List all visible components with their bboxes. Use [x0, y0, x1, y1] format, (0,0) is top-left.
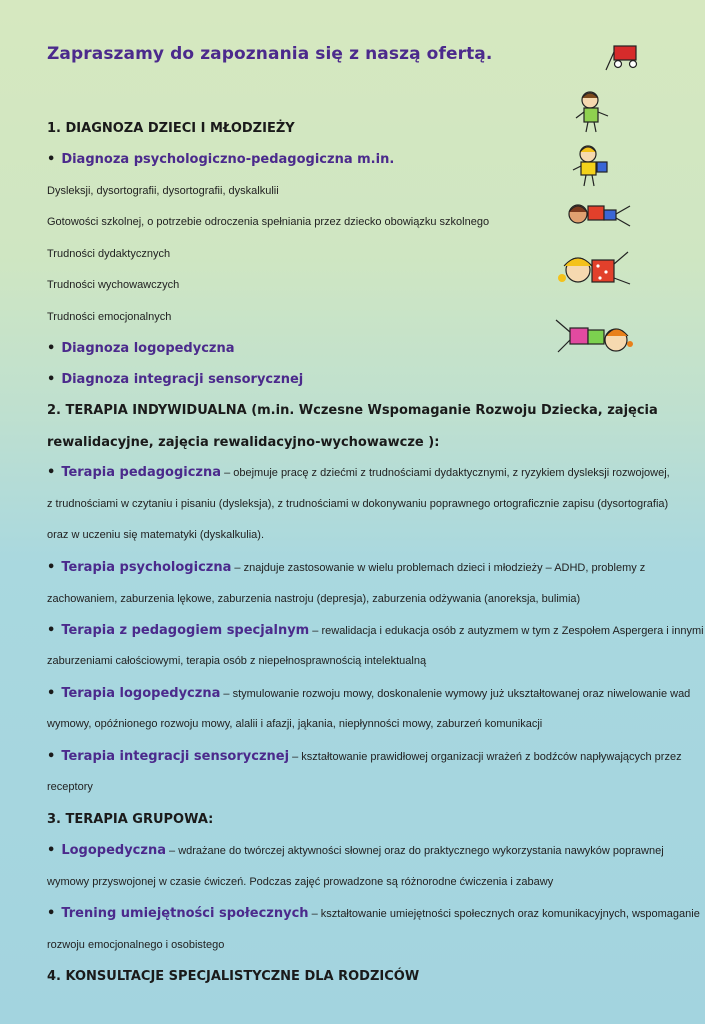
bullet-dot: • — [47, 465, 56, 480]
bullet-terapia-ped — [47, 465, 670, 480]
cartoon-children-illustration — [548, 38, 648, 368]
bullet-title: Diagnoza integracji sensorycznej — [61, 372, 304, 387]
page-title: Zapraszamy do zapoznania się z naszą ofertą. — [47, 44, 493, 64]
bullet-dot: • — [47, 341, 56, 356]
bullet-title: Terapia z pedagogiem specjalnym — [61, 623, 310, 638]
bullet-dot: • — [47, 560, 56, 575]
list-item: Dysleksji, dysortografii, dysortografii, dyskalkulii — [47, 185, 279, 197]
bullet-terapia-si — [47, 749, 682, 764]
bullet-dot: • — [47, 843, 56, 858]
bullet-title: Diagnoza logopedyczna — [61, 341, 235, 356]
list-item: Gotowości szkolnej, o potrzebie odroczenia spełniania przez dziecko obowiązku szkolnego — [47, 216, 490, 228]
wagon-icon — [606, 46, 637, 70]
bullet-trening — [47, 906, 700, 921]
bullet-title: Logopedyczna — [61, 843, 166, 858]
section-2-heading-line2: rewalidacyjne, zajęcia rewalidacyjno-wychowawcze ): — [47, 435, 440, 450]
section-2-heading-line1: 2. TERAPIA INDYWIDUALNA (m.in. Wczesne Wspomaganie Rozwoju Dziecka, zajęcia — [47, 403, 658, 418]
desc-line: wymowy przyswojonej w czasie ćwiczeń. Podczas zajęć prowadzone są różnorodne ćwiczenia i zabawy — [47, 876, 554, 888]
list-item: Trudności wychowawczych — [47, 279, 180, 291]
list-item: Trudności emocjonalnych — [47, 311, 172, 323]
bullet-title: Diagnoza psychologiczno-pedagogiczna m.in. — [61, 152, 395, 167]
bullet-grupa-logo — [47, 843, 664, 858]
bullet-desc: – rewalidacja i edukacja osób z autyzmem w tym z Zespołem Aspergera i innymi — [309, 625, 704, 637]
bullet-dot: • — [47, 749, 56, 764]
bullet-diagnoza-psych — [47, 152, 394, 167]
bullet-dot: • — [47, 152, 56, 167]
desc-line: z trudnościami w czytaniu i pisaniu (dysleksja), z trudnościami w dokonywaniu poprawnego ortograficznie zapisu (dysortografia) — [47, 498, 669, 510]
bullet-desc: – wdrażane do twórczej aktywności słownej oraz do praktycznego wykorzystania nawyków poprawnej — [165, 845, 664, 857]
bullet-diagnoza-logo — [47, 341, 235, 356]
bullet-dot: • — [47, 623, 56, 638]
list-item: Trudności dydaktycznych — [47, 248, 171, 260]
bullet-title: Terapia integracji sensorycznej — [61, 749, 290, 764]
bullet-desc: – obejmuje pracę z dziećmi z trudnościami dydaktycznymi, z ryzykiem dysleksji rozwojowej, — [221, 467, 670, 479]
child-1-icon — [576, 92, 608, 132]
bullet-terapia-spec — [47, 623, 704, 638]
desc-line: rozwoju emocjonalnego i osobistego — [47, 939, 225, 951]
section-3-heading: 3. TERAPIA GRUPOWA: — [47, 812, 214, 827]
child-5-icon — [556, 320, 633, 352]
child-3-icon — [569, 205, 630, 226]
section-1-heading: 1. DIAGNOZA DZIECI I MŁODZIEŻY — [47, 121, 295, 136]
bullet-title: Trening umiejętności społecznych — [61, 906, 309, 921]
bullet-dot: • — [47, 686, 56, 701]
desc-line: wymowy, opóźnionego rozwoju mowy, alalii i afazji, jąkania, niepłynności mowy, zaburzeń komunikacji — [47, 718, 543, 730]
desc-line: zachowaniem, zaburzenia lękowe, zaburzenia nastroju (depresja), zaburzenia odżywania (anoreksja, bulimia) — [47, 593, 581, 605]
bullet-title: Terapia psychologiczna — [61, 560, 232, 575]
bullet-desc: – znajduje zastosowanie w wielu problemach dzieci i młodzieży – ADHD, problemy z — [231, 562, 646, 574]
bullet-desc: – kształtowanie umiejętności społecznych oraz komunikacyjnych, wspomaganie — [308, 908, 700, 920]
section-4-heading: 4. KONSULTACJE SPECJALISTYCZNE DLA RODZICÓW — [47, 969, 420, 984]
bullet-desc: – stymulowanie rozwoju mowy, doskonalenie wymowy już ukształtowanej oraz niwelowanie wad — [220, 688, 691, 700]
child-4-icon — [558, 252, 630, 284]
bullet-dot: • — [47, 906, 56, 921]
bullet-title: Terapia logopedyczna — [61, 686, 221, 701]
desc-line: oraz w uczeniu się matematyki (dyskalkulia). — [47, 529, 265, 541]
bullet-desc: – kształtowanie prawidłowej organizacji wrażeń z bodźców napływających przez — [289, 751, 682, 763]
child-2-icon — [573, 146, 607, 186]
bullet-diagnoza-si — [47, 372, 303, 387]
bullet-dot: • — [47, 372, 56, 387]
bullet-title: Terapia pedagogiczna — [61, 465, 222, 480]
bullet-terapia-psych — [47, 560, 645, 575]
desc-line: zaburzeniami całościowymi, terapia osób z niepełnosprawnością intelektualną — [47, 655, 427, 667]
desc-line: receptory — [47, 781, 93, 793]
bullet-terapia-logo — [47, 686, 690, 701]
